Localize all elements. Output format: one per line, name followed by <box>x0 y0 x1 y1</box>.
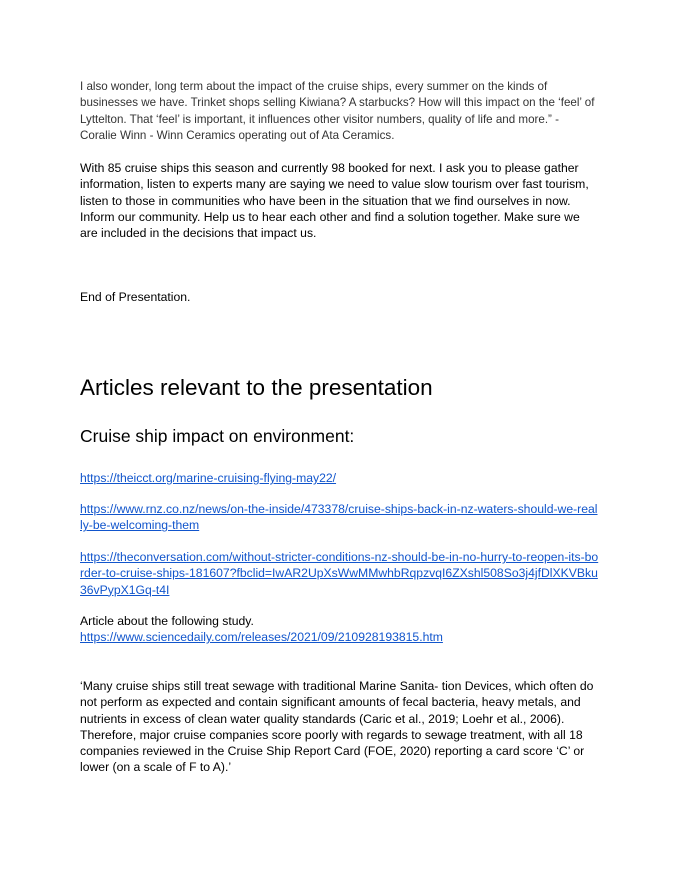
quote-line: Lyttelton. That ‘feel’ is important, it influences other visitor numbers, quality of life and more.” - <box>80 112 559 126</box>
study-quote-line: ‘Many cruise ships still treat sewage with traditional Marine Sanita- tion Devices, which often do <box>80 679 594 693</box>
study-quote-line: not perform as expected and contain significant amounts of fecal bacteria, heavy metals, and <box>80 695 581 710</box>
link-line[interactable]: rder-to-cruise-ships-181607?fbclid=IwAR2UpXsWwMMwhbRqpzvqI6ZXshl508So3j4jfDlXKVBku <box>80 566 598 581</box>
article-reference <box>80 613 600 646</box>
study-quote-line: nutrients in excess of clean water quality standards (Caric et al., 2019; Loehr et al., 2006). <box>80 711 565 726</box>
link-line[interactable]: 36vPypX1Gq-t4I <box>80 582 170 597</box>
paragraph-line: listen to those in communities who have been in the situation that we find ourselves in now. <box>80 193 571 208</box>
quote-line: I also wonder, long term about the impact of the cruise ships, every summer on the kinds of <box>80 80 548 93</box>
articles-heading: Articles relevant to the presentation <box>80 375 433 400</box>
study-quote-line: Therefore, major cruise companies score poorly with regards to sewage treatment, with all 18 <box>80 727 583 742</box>
paragraph-line: information, listen to experts many are saying we need to value slow tourism over fast tourism, <box>80 177 589 192</box>
study-quote <box>80 678 600 776</box>
study-quote-line: companies reviewed in the Cruise Ship Report Card (FOE, 2020) reporting a card score ‘C’ or <box>80 744 585 759</box>
quote-line: Coralie Winn - Winn Ceramics operating out of Ata Ceramics. <box>80 128 395 142</box>
paragraph-line: are included in the decisions that impact us. <box>80 226 317 241</box>
link-line[interactable]: ly-be-welcoming-them <box>80 518 200 533</box>
link-theconversation[interactable] <box>80 549 600 598</box>
link-line[interactable]: https://www.rnz.co.nz/news/on-the-inside/473378/cruise-ships-back-in-nz-waters-should-we-real <box>80 502 598 516</box>
link-theicct[interactable] <box>80 470 600 486</box>
request-paragraph <box>80 160 600 241</box>
link-line[interactable]: https://theicct.org/marine-cruising-flying-may22/ <box>80 471 337 485</box>
end-of-presentation: End of Presentation. <box>80 290 191 304</box>
article-label: Article about the following study. <box>80 614 254 628</box>
link-line[interactable]: https://theconversation.com/without-stricter-conditions-nz-should-be-in-no-hurry-to-reopen-its-bo <box>80 550 599 564</box>
paragraph-line: With 85 cruise ships this season and currently 98 booked for next. I ask you to please gather <box>80 161 579 175</box>
link-sciencedaily[interactable]: https://www.sciencedaily.com/releases/2021/09/210928193815.htm <box>80 630 443 645</box>
paragraph-line: Inform our community. Help us to hear each other and find a solution together. Make sure we <box>80 209 580 224</box>
environment-subheading: Cruise ship impact on environment: <box>80 426 355 446</box>
study-quote-line: lower (on a scale of F to A).’ <box>80 760 232 775</box>
resident-quote <box>80 79 600 144</box>
link-rnz[interactable] <box>80 501 600 534</box>
quote-line: businesses we have. Trinket shops selling Kiwiana? A starbucks? How will this impact on the ‘feel’ of <box>80 96 595 110</box>
